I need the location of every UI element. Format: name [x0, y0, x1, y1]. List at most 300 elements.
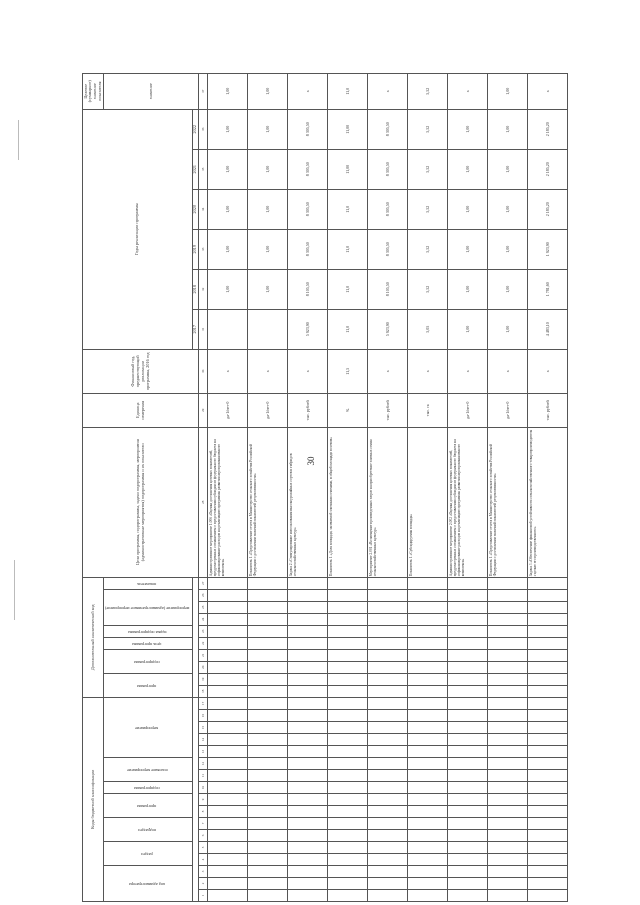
code-cell	[288, 782, 328, 794]
row-year-value: 1,00	[248, 149, 288, 189]
code-cell	[488, 601, 528, 613]
code-cell	[328, 890, 368, 902]
code-cell	[528, 589, 568, 601]
code-cell	[328, 830, 368, 842]
code-cell	[528, 890, 568, 902]
code-cell	[248, 649, 288, 661]
code-cell	[408, 601, 448, 613]
code-cell	[448, 625, 488, 637]
row-year-value: 1,00	[448, 309, 488, 349]
row-year-value: 8 305,50	[368, 189, 408, 229]
code-cell	[208, 625, 248, 637]
code-cell	[328, 625, 368, 637]
code-cell	[288, 890, 328, 902]
table-row	[528, 73, 568, 901]
code-cell	[448, 866, 488, 878]
code-cell	[248, 830, 288, 842]
code-cell	[448, 890, 488, 902]
row-year-value: 1 923,90	[528, 229, 568, 269]
code-cell	[288, 661, 328, 673]
code-cell	[528, 782, 568, 794]
code-cell	[208, 710, 248, 722]
code-cell	[328, 722, 368, 734]
code-cell	[208, 890, 248, 902]
code-cell	[248, 734, 288, 746]
row-year-value	[208, 309, 248, 349]
code-cell	[328, 782, 368, 794]
code-cell	[448, 685, 488, 697]
code-cell	[328, 685, 368, 697]
code-cell	[248, 746, 288, 758]
program-table	[82, 73, 568, 902]
table-row	[368, 73, 408, 901]
code-cell	[368, 722, 408, 734]
code-cell	[528, 722, 568, 734]
code-cell	[448, 818, 488, 830]
year-header: 2021	[192, 149, 199, 189]
code-cell	[528, 866, 568, 878]
code-cell	[488, 770, 528, 782]
scan-mark	[18, 120, 19, 160]
code-cell	[448, 661, 488, 673]
row-year-value: 8 105,50	[368, 269, 408, 309]
code-cell	[488, 734, 528, 746]
row-name: Административное мероприятие 1.006 «Оценка достижения целевых показателей, предусмотренных соглашением о предоставлении субсидии из федерального бюджета на софинансирование расходов на реализацию программы развития агропромышленного комплекса»	[208, 427, 248, 577]
code-cell	[248, 758, 288, 770]
code-cell	[248, 661, 288, 673]
code-cell	[528, 830, 568, 842]
table-frame	[82, 80, 550, 902]
row-year-value: 2 185,20	[528, 109, 568, 149]
code-cell	[528, 794, 568, 806]
final-value-header: Целевое (суммарное) значение показателя	[83, 73, 104, 109]
scan-mark	[14, 560, 15, 620]
row-fin-2016: х	[368, 349, 408, 393]
code-cell	[488, 806, 528, 818]
code-cell	[368, 794, 408, 806]
row-year-value: 5,52	[408, 109, 448, 149]
code-cell	[488, 637, 528, 649]
code-cell	[528, 661, 568, 673]
code-cell	[328, 673, 368, 685]
column-number: 33	[199, 229, 208, 269]
column-number: 7	[199, 818, 208, 830]
code-cell	[248, 890, 288, 902]
code-cell	[368, 878, 408, 890]
column-number: 2	[199, 878, 208, 890]
column-number: 37	[199, 73, 208, 109]
code-cell	[328, 818, 368, 830]
code-cell	[448, 770, 488, 782]
row-year-value: 11,0	[328, 229, 368, 269]
code-cell	[288, 818, 328, 830]
row-year-value: 1,00	[488, 189, 528, 229]
add-sub-header: задача подпрограммы	[104, 625, 192, 637]
column-number: 25	[199, 601, 208, 613]
row-year-value: 11,0	[328, 309, 368, 349]
row-year-value: 1,00	[488, 109, 528, 149]
code-cell	[288, 842, 328, 854]
row-year-value: 1,00	[488, 309, 528, 349]
row-year-value: 1,00	[488, 229, 528, 269]
code-cell	[528, 842, 568, 854]
code-cell	[528, 649, 568, 661]
code-cell	[368, 637, 408, 649]
code-cell	[288, 770, 328, 782]
code-cell	[488, 830, 528, 842]
code-cell	[328, 746, 368, 758]
column-number: 36	[199, 109, 208, 149]
row-name: Показатель 1 «Представление отчета в Министерство сельского хозяйства Российской Федерации о достижении значений показателей результативности»	[488, 427, 528, 577]
row-year-value: 8 305,50	[368, 149, 408, 189]
row-unit: да-1/нет-0	[248, 393, 288, 427]
code-cell	[208, 854, 248, 866]
code-cell	[208, 830, 248, 842]
code-cell	[248, 577, 288, 589]
row-year-value: 8 305,50	[288, 109, 328, 149]
code-cell	[408, 890, 448, 902]
row-year-value: 8 305,50	[288, 189, 328, 229]
code-cell	[488, 589, 528, 601]
value-label-header: значение	[104, 73, 199, 109]
row-total: 1,00	[248, 73, 288, 109]
column-number: 5	[199, 842, 208, 854]
code-cell	[408, 685, 448, 697]
code-cell	[368, 842, 408, 854]
code-cell	[528, 818, 568, 830]
code-cell	[408, 637, 448, 649]
row-year-value: 8 305,50	[288, 149, 328, 189]
code-cell	[208, 806, 248, 818]
code-cell	[408, 649, 448, 661]
row-fin-2016: х	[408, 349, 448, 393]
row-total: 1,00	[208, 73, 248, 109]
code-cell	[368, 710, 408, 722]
code-cell	[368, 854, 408, 866]
code-cell	[208, 746, 248, 758]
row-year-value	[248, 309, 288, 349]
code-cell	[448, 710, 488, 722]
year-header: 2017	[192, 309, 199, 349]
code-cell	[288, 637, 328, 649]
code-cell	[528, 685, 568, 697]
code-cell	[408, 878, 448, 890]
row-year-value: 1,00	[248, 189, 288, 229]
code-cell	[248, 806, 288, 818]
code-cell	[408, 589, 448, 601]
row-fin-2016: х	[488, 349, 528, 393]
code-cell	[448, 734, 488, 746]
code-cell	[368, 625, 408, 637]
code-cell	[328, 770, 368, 782]
code-cell	[448, 746, 488, 758]
row-year-value: 4 483,10	[528, 309, 568, 349]
column-number: 17	[199, 697, 208, 709]
column-number: 27	[199, 577, 208, 589]
code-cell	[328, 878, 368, 890]
row-unit: тыс. рублей	[288, 393, 328, 427]
column-number: 15	[199, 722, 208, 734]
code-cell	[408, 854, 448, 866]
row-year-value: 5,05	[408, 309, 448, 349]
code-cell	[368, 782, 408, 794]
code-cell	[208, 577, 248, 589]
code-cell	[488, 673, 528, 685]
code-cell	[528, 734, 568, 746]
code-cell	[368, 601, 408, 613]
column-number: 28	[199, 427, 208, 577]
row-year-value: 8 305,50	[368, 229, 408, 269]
year-header: 2022	[192, 109, 199, 149]
add-codes-header: Дополнительный аналитический код	[83, 577, 104, 697]
row-name: Показатель 1 «Доля площади, засеваемой элитными семенами, в общей площади посевов»	[328, 427, 368, 577]
row-year-value: 5,52	[408, 149, 448, 189]
code-cell	[328, 794, 368, 806]
code-cell	[448, 589, 488, 601]
code-sub-header: основное мероприятие	[104, 758, 192, 782]
code-cell	[208, 782, 248, 794]
code-cell	[248, 589, 288, 601]
code-cell	[208, 637, 248, 649]
code-cell	[528, 746, 568, 758]
column-number: 29	[199, 393, 208, 427]
column-number: 26	[199, 589, 208, 601]
column-number: 8	[199, 806, 208, 818]
code-cell	[368, 830, 408, 842]
code-cell	[248, 673, 288, 685]
code-cell	[368, 734, 408, 746]
program-name-header: Цели программы, подпрограммы, задачи подпрограммы, мероприятия (административные мероприятия) подпрограммы и их показатели	[83, 427, 199, 577]
code-cell	[328, 637, 368, 649]
code-cell	[448, 637, 488, 649]
row-year-value: 11,0	[328, 189, 368, 229]
code-cell	[488, 649, 528, 661]
row-year-value: 1,00	[248, 229, 288, 269]
code-cell	[408, 842, 448, 854]
code-cell	[208, 770, 248, 782]
code-cell	[368, 673, 408, 685]
code-cell	[488, 722, 528, 734]
row-year-value: 1,00	[488, 149, 528, 189]
code-cell	[248, 637, 288, 649]
code-cell	[288, 806, 328, 818]
code-cell	[368, 685, 408, 697]
code-cell	[408, 794, 448, 806]
row-name: Задача 3 «Обеспечение финансовой устойчивости сельскохозяйственного товаропроизводителя с целью его производственного»	[528, 427, 568, 577]
year-header: 2020	[192, 189, 199, 229]
code-cell	[448, 794, 488, 806]
code-cell	[328, 661, 368, 673]
row-year-value: 1 781,60	[528, 269, 568, 309]
row-year-value: 1,00	[248, 269, 288, 309]
column-number: 24	[199, 613, 208, 625]
code-sub-header: программа	[104, 794, 192, 818]
code-cell	[408, 818, 448, 830]
code-cell	[208, 697, 248, 709]
row-unit: да-1/нет-0	[488, 393, 528, 427]
code-sub-header: раздел	[104, 842, 192, 866]
code-cell	[288, 710, 328, 722]
code-cell	[488, 854, 528, 866]
code-cell	[328, 589, 368, 601]
code-cell	[368, 806, 408, 818]
code-cell	[488, 746, 528, 758]
row-total: х	[368, 73, 408, 109]
code-cell	[448, 758, 488, 770]
code-cell	[488, 685, 528, 697]
table-row	[408, 73, 448, 901]
code-cell	[528, 878, 568, 890]
row-year-value: 1,00	[448, 269, 488, 309]
column-number: 11	[199, 770, 208, 782]
row-year-value: 1,00	[448, 149, 488, 189]
code-cell	[488, 625, 528, 637]
code-cell	[368, 589, 408, 601]
code-cell	[448, 806, 488, 818]
row-year-value: 1,00	[248, 109, 288, 149]
column-number: 34	[199, 189, 208, 229]
code-cell	[408, 710, 448, 722]
code-cell	[528, 637, 568, 649]
row-unit: %	[328, 393, 368, 427]
code-cell	[408, 722, 448, 734]
row-year-value: 1,00	[208, 109, 248, 149]
code-cell	[488, 890, 528, 902]
page-number: 30	[306, 456, 316, 466]
code-cell	[448, 577, 488, 589]
code-cell	[528, 770, 568, 782]
code-sub-header: подпрограмма	[104, 782, 192, 794]
column-number: 18	[199, 685, 208, 697]
column-number: 4	[199, 854, 208, 866]
add-sub-header: подпрограмма	[104, 649, 192, 673]
row-fin-2016: 11,5	[328, 349, 368, 393]
code-cell	[368, 758, 408, 770]
add-sub-header: показатель	[104, 577, 192, 589]
row-year-value: 1,00	[208, 229, 248, 269]
code-cell	[328, 649, 368, 661]
code-cell	[208, 673, 248, 685]
code-cell	[288, 794, 328, 806]
code-cell	[248, 625, 288, 637]
code-cell	[408, 770, 448, 782]
column-number: 13	[199, 746, 208, 758]
row-unit: тыс. га	[408, 393, 448, 427]
column-number-row	[199, 73, 208, 901]
column-number: 3	[199, 866, 208, 878]
code-cell	[248, 685, 288, 697]
years-group-header: Годы реализации программы	[83, 109, 193, 349]
code-cell	[528, 854, 568, 866]
code-cell	[448, 782, 488, 794]
year-header: 2019	[192, 229, 199, 269]
column-number: 12	[199, 758, 208, 770]
add-sub-header: цель программы	[104, 637, 192, 649]
code-cell	[248, 818, 288, 830]
code-cell	[208, 685, 248, 697]
code-cell	[328, 854, 368, 866]
row-year-value: 11,00	[328, 149, 368, 189]
code-cell	[328, 613, 368, 625]
row-year-value: 11,0	[328, 269, 368, 309]
code-cell	[448, 697, 488, 709]
code-cell	[248, 722, 288, 734]
code-cell	[488, 782, 528, 794]
row-year-value: 5 923,90	[288, 309, 328, 349]
code-cell	[488, 794, 528, 806]
column-number: 9	[199, 794, 208, 806]
code-cell	[448, 613, 488, 625]
code-cell	[448, 854, 488, 866]
code-cell	[248, 782, 288, 794]
row-year-value: 5,52	[408, 229, 448, 269]
row-unit: тыс. рублей	[368, 393, 408, 427]
row-name: Показатель 1 «Субсидируемая площадь»	[408, 427, 448, 577]
code-cell	[208, 818, 248, 830]
code-cell	[368, 613, 408, 625]
row-year-value: 1,00	[208, 269, 248, 309]
code-cell	[328, 697, 368, 709]
code-cell	[368, 577, 408, 589]
row-total: х	[448, 73, 488, 109]
code-cell	[408, 746, 448, 758]
row-year-value: 8 105,50	[288, 269, 328, 309]
row-total: 1,00	[488, 73, 528, 109]
code-cell	[288, 878, 328, 890]
code-cell	[208, 866, 248, 878]
column-number: 14	[199, 734, 208, 746]
row-year-value: 5,52	[408, 189, 448, 229]
code-cell	[288, 577, 328, 589]
column-number: 19	[199, 673, 208, 685]
code-cell	[208, 589, 248, 601]
code-cell	[528, 601, 568, 613]
code-cell	[408, 577, 448, 589]
year-header: 2018	[192, 269, 199, 309]
code-cell	[248, 878, 288, 890]
code-cell	[528, 613, 568, 625]
code-cell	[248, 866, 288, 878]
column-number: 23	[199, 625, 208, 637]
code-cell	[208, 758, 248, 770]
row-year-value: 2 185,20	[528, 189, 568, 229]
code-cell	[248, 710, 288, 722]
code-cell	[208, 878, 248, 890]
code-cell	[408, 613, 448, 625]
code-cell	[368, 661, 408, 673]
code-cell	[248, 842, 288, 854]
code-cell	[448, 649, 488, 661]
code-cell	[368, 770, 408, 782]
code-cell	[328, 734, 368, 746]
row-year-value: 1,00	[448, 189, 488, 229]
column-number: 6	[199, 830, 208, 842]
code-cell	[488, 577, 528, 589]
code-cell	[488, 710, 528, 722]
code-cell	[408, 697, 448, 709]
code-cell	[408, 758, 448, 770]
code-cell	[288, 854, 328, 866]
code-cell	[448, 842, 488, 854]
code-cell	[448, 601, 488, 613]
code-cell	[208, 794, 248, 806]
code-cell	[248, 613, 288, 625]
code-cell	[408, 782, 448, 794]
code-cell	[448, 722, 488, 734]
table-row	[488, 73, 528, 901]
code-cell	[288, 746, 328, 758]
code-cell	[488, 818, 528, 830]
